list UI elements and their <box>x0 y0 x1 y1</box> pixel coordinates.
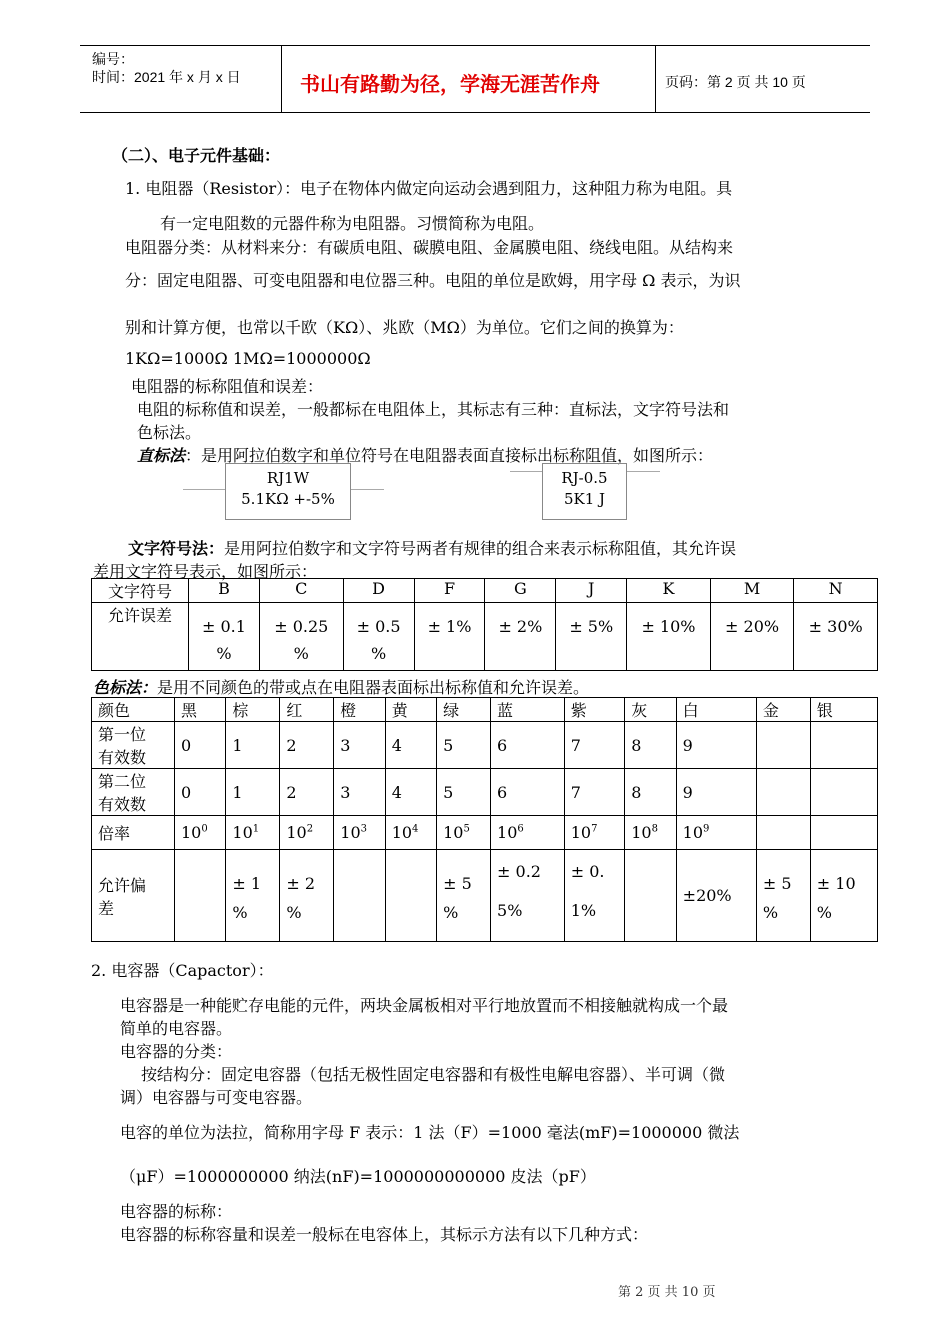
multiplier-cell <box>491 816 565 850</box>
color-table-header: 颜色 <box>92 698 175 722</box>
tolerance-symbol-table <box>91 578 878 671</box>
color-code-line <box>93 675 589 698</box>
tolerance-cell <box>189 603 260 671</box>
resistor-class-line2: 分：固定电阻器、可变电阻器和电位器三种。电阻的单位是欧姆，用字母 Ω 表示，为识 <box>125 271 741 290</box>
tolerance-table-header: 文字符号 <box>92 579 189 603</box>
capacitor-item: 2. 电容器（Capactor）： <box>91 961 274 980</box>
multiplier-base: 10 <box>391 823 413 842</box>
color-tolerance-cell <box>226 850 280 942</box>
digit-cell: 7 <box>564 769 625 816</box>
text-symbol-text: 是用阿拉伯数字和文字符号两者有规律的组合来表示标称阻值，其允许误 <box>224 539 737 558</box>
digit-cell: 0 <box>175 722 226 769</box>
color-tolerance-value: ± 2 <box>286 874 316 893</box>
color-tolerance-value: ± 10 <box>816 874 856 893</box>
tolerance-cell <box>259 603 343 671</box>
digit-cell: 9 <box>676 722 756 769</box>
color-tolerance-cell <box>385 850 436 942</box>
digit-cell: 2 <box>280 722 334 769</box>
resistor-item-line1: 1. 电阻器（Resistor）：电子在物体内做定向运动会遇到阻力，这种阻力称为电阻。具 <box>125 179 733 198</box>
multiplier-cell <box>175 816 226 850</box>
resistor-lead-left-1 <box>183 489 226 490</box>
digit-cell: 3 <box>334 722 385 769</box>
color-tolerance-cell <box>280 850 334 942</box>
text-symbol-line1 <box>128 536 736 559</box>
multiplier-cell <box>280 816 334 850</box>
digit-cell: 8 <box>625 722 676 769</box>
header-time: 时间：2021 年 x 月 x 日 <box>92 69 241 85</box>
header-divider-right <box>655 45 656 112</box>
capacitor-mark-title: 电容器的标称： <box>120 1202 233 1221</box>
header-motto: 书山有路勤为径，学海无涯苦作舟 <box>300 72 600 96</box>
header-divider-left <box>281 45 282 112</box>
digit-cell: 6 <box>491 769 565 816</box>
multiplier-base: 10 <box>181 823 202 842</box>
resistor-lead-right-1 <box>351 489 384 490</box>
digit-cell: 2 <box>280 769 334 816</box>
resistor-diagram-symbol <box>542 463 627 520</box>
multiplier-cell <box>334 816 385 850</box>
tolerance-label <box>92 850 175 942</box>
digit-cell: 7 <box>564 722 625 769</box>
digit-cell: 9 <box>676 769 756 816</box>
multiplier-exponent: 0 <box>201 823 208 835</box>
tolerance-cell <box>710 603 794 671</box>
direct-method-text: ：是用阿拉伯数字和单位符号在电阻器表面直接标出标称阻值，如图所示： <box>185 446 714 465</box>
capacitor-class-title: 电容器的分类： <box>120 1042 233 1061</box>
color-tolerance-cell <box>175 850 226 942</box>
multiplier-exponent: 2 <box>306 823 314 835</box>
capacitor-class-line1: 按结构分：固定电容器（包括无极性固定电容器和有极性电解电容器）、半可调（微 <box>141 1065 726 1084</box>
color-name-cell: 红 <box>280 698 334 722</box>
tolerance-value: ± 5% <box>569 617 614 636</box>
multiplier-label: 倍率 <box>92 816 175 850</box>
multiplier-cell <box>625 816 676 850</box>
color-name-cell: 紫 <box>564 698 625 722</box>
multiplier-base: 10 <box>286 823 307 842</box>
resistor-lead-right-2 <box>627 471 660 472</box>
multiplier-cell <box>226 816 280 850</box>
color-tolerance-cell <box>437 850 491 942</box>
section-title: （二）、电子元件基础： <box>112 146 281 165</box>
color-code-label: 色标法： <box>93 678 158 697</box>
color-tolerance-value: ± 1 <box>232 874 262 893</box>
resistor-diagram-direct <box>225 463 351 520</box>
color-tolerance-unit: 1% <box>570 901 597 920</box>
digit-cell: 4 <box>385 722 436 769</box>
page-footer: 第 2 页 共 10 页 <box>618 1285 716 1300</box>
color-name-cell: 橙 <box>334 698 385 722</box>
color-name-cell: 绿 <box>437 698 491 722</box>
multiplier-base: 10 <box>232 823 253 842</box>
color-tolerance-unit: % <box>232 903 248 922</box>
tolerance-value: ± 0.25 <box>274 617 329 636</box>
tolerance-value: ± 30% <box>808 617 863 636</box>
nominal-title: 电阻器的标称阻值和误差： <box>131 377 324 396</box>
resistor-diagram-1-value: 5.1KΩ +-5% <box>241 490 335 508</box>
nominal-line2: 色标法。 <box>137 423 202 442</box>
color-code-text: 是用不同颜色的带或点在电阻器表面标出标称值和允许误差。 <box>157 678 590 697</box>
color-tolerance-unit: 5% <box>497 901 523 920</box>
capacitor-mark-line: 电容器的标称容量和误差一般标在电容体上，其标示方法有以下几种方式： <box>120 1225 649 1244</box>
multiplier-exponent: 3 <box>360 823 367 835</box>
tolerance-value: ± 10% <box>641 617 696 636</box>
header-top-rule <box>80 45 870 46</box>
multiplier-base: 10 <box>497 823 518 842</box>
color-tolerance-unit: % <box>762 903 779 922</box>
first-digit-label-line2: 有效数 <box>98 748 147 767</box>
color-name-cell: 灰 <box>625 698 676 722</box>
color-tolerance-unit: % <box>286 903 302 922</box>
digit-cell: 8 <box>625 769 676 816</box>
tolerance-unit: % <box>370 644 387 663</box>
color-tolerance-cell <box>625 850 676 942</box>
color-tolerance-value: ± 5 <box>762 874 792 893</box>
digit-cell: 1 <box>226 722 280 769</box>
tolerance-value: ± 20% <box>725 617 780 636</box>
color-name-cell: 黑 <box>175 698 226 722</box>
symbol-cell: N <box>794 579 878 603</box>
color-name-cell: 棕 <box>226 698 280 722</box>
multiplier-exponent: 9 <box>703 823 710 835</box>
tolerance-value: ± 0.1 <box>202 617 246 636</box>
color-name-cell: 金 <box>756 698 810 722</box>
multiplier-cell <box>810 816 877 850</box>
digit-cell <box>810 769 877 816</box>
symbol-cell: F <box>414 579 485 603</box>
first-digit-label <box>92 722 175 769</box>
symbol-cell: G <box>485 579 556 603</box>
multiplier-exponent: 1 <box>252 823 260 835</box>
color-tolerance-cell <box>810 850 877 942</box>
nominal-line1: 电阻的标称值和误差，一般都标在电阻体上，其标志有三种：直标法，文字符号法和 <box>137 400 730 419</box>
digit-cell <box>810 722 877 769</box>
color-tolerance-value: ± 5 <box>443 874 472 893</box>
symbol-cell: B <box>189 579 260 603</box>
header-bottom-rule <box>80 112 870 113</box>
resistor-diagram-1-type: RJ1W <box>266 469 310 487</box>
tolerance-cell <box>556 603 627 671</box>
first-digit-label-line1: 第一位 <box>98 725 147 744</box>
color-tolerance-cell <box>334 850 385 942</box>
digit-cell: 0 <box>175 769 226 816</box>
capacitor-class-line2: 调）电容器与可变电容器。 <box>120 1088 313 1107</box>
color-tolerance-value: ± 0. <box>570 862 605 881</box>
color-tolerance-value: ±20% <box>682 886 732 905</box>
digit-cell: 5 <box>437 722 491 769</box>
tolerance-value: ± 0.5 <box>356 617 401 636</box>
multiplier-cell <box>676 816 756 850</box>
direct-method-label: 直标法 <box>137 446 186 465</box>
multiplier-exponent: 8 <box>651 823 658 835</box>
digit-cell: 6 <box>491 722 565 769</box>
resistor-class-line1: 电阻器分类：从材料来分：有碳质电阻、碳膜电阻、金属膜电阻、绕线电阻。从结构来 <box>125 238 734 257</box>
tolerance-label-line2: 差 <box>98 898 115 918</box>
unit-conversion: 1KΩ=1000Ω 1MΩ=1000000Ω <box>125 349 371 368</box>
digit-cell: 1 <box>226 769 280 816</box>
multiplier-base: 10 <box>570 823 592 842</box>
multiplier-base: 10 <box>682 823 704 842</box>
capacitor-unit-line2: （μF）=1000000000 纳法(nF)=1000000000000 皮法（pF） <box>120 1167 596 1186</box>
header-serial: 编号： <box>92 51 134 67</box>
color-tolerance-cell <box>756 850 810 942</box>
multiplier-base: 10 <box>443 823 464 842</box>
color-tolerance-cell <box>676 850 756 942</box>
second-digit-label-line1: 第二位 <box>98 772 147 791</box>
digit-cell <box>756 769 810 816</box>
tolerance-unit: % <box>293 644 309 663</box>
multiplier-base: 10 <box>631 823 652 842</box>
color-name-cell: 白 <box>676 698 756 722</box>
tolerance-cell <box>627 603 711 671</box>
multiplier-base: 10 <box>340 823 361 842</box>
color-tolerance-unit: % <box>816 903 832 922</box>
tolerance-value: ± 2% <box>498 617 543 636</box>
multiplier-cell <box>385 816 436 850</box>
multiplier-cell <box>564 816 625 850</box>
color-name-cell: 黄 <box>385 698 436 722</box>
tolerance-unit: % <box>216 644 232 663</box>
symbol-cell: J <box>556 579 627 603</box>
multiplier-exponent: 5 <box>463 823 470 835</box>
tolerance-cell <box>343 603 414 671</box>
multiplier-cell <box>756 816 810 850</box>
multiplier-cell <box>437 816 491 850</box>
header-page-number: 页码：第 2 页 共 10 页 <box>665 74 806 90</box>
multiplier-exponent: 6 <box>517 823 524 835</box>
color-code-table <box>91 697 878 942</box>
tolerance-cell <box>794 603 878 671</box>
resistor-diagram-2-type: RJ-0.5 <box>561 469 608 487</box>
text-symbol-line2: 差用文字符号表示，如图所示： <box>93 562 318 581</box>
resistor-class-line3: 别和计算方便，也常以千欧（KΩ）、兆欧（MΩ）为单位。它们之间的换算为： <box>125 318 684 337</box>
capacitor-unit-line1: 电容的单位为法拉，简称用字母 F 表示：1 法（F）=1000 毫法(mF)=1000000 微法 <box>120 1123 740 1142</box>
color-tolerance-unit: % <box>443 903 459 922</box>
tolerance-cell <box>485 603 556 671</box>
digit-cell <box>756 722 810 769</box>
color-tolerance-cell <box>491 850 565 942</box>
resistor-item-line2: 有一定电阻数的元器件称为电阻器。习惯简称为电阻。 <box>160 214 545 233</box>
capacitor-desc-line1: 电容器是一种能贮存电能的元件，两块金属板相对平行地放置而不相接触就构成一个最 <box>120 996 729 1015</box>
resistor-diagram-2-value: 5K1 J <box>563 490 606 508</box>
symbol-cell: M <box>710 579 794 603</box>
multiplier-exponent: 4 <box>412 823 419 835</box>
tolerance-label-line1: 允许偏 <box>98 875 147 895</box>
multiplier-exponent: 7 <box>591 823 598 835</box>
second-digit-label <box>92 769 175 816</box>
resistor-lead-left-2 <box>510 471 543 472</box>
capacitor-desc-line2: 简单的电容器。 <box>120 1019 233 1038</box>
symbol-cell: C <box>259 579 343 603</box>
color-name-cell: 蓝 <box>491 698 565 722</box>
tolerance-cell <box>414 603 485 671</box>
symbol-cell: D <box>343 579 414 603</box>
digit-cell: 3 <box>334 769 385 816</box>
color-name-cell: 银 <box>810 698 877 722</box>
color-tolerance-value: ± 0.2 <box>497 862 541 881</box>
tolerance-value: ± 1% <box>427 617 472 636</box>
digit-cell: 5 <box>437 769 491 816</box>
color-tolerance-cell <box>564 850 625 942</box>
text-symbol-label: 文字符号法： <box>128 539 225 558</box>
symbol-cell: K <box>627 579 711 603</box>
digit-cell: 4 <box>385 769 436 816</box>
second-digit-label-line2: 有效数 <box>98 795 147 814</box>
tolerance-row-label: 允许误差 <box>92 603 189 671</box>
